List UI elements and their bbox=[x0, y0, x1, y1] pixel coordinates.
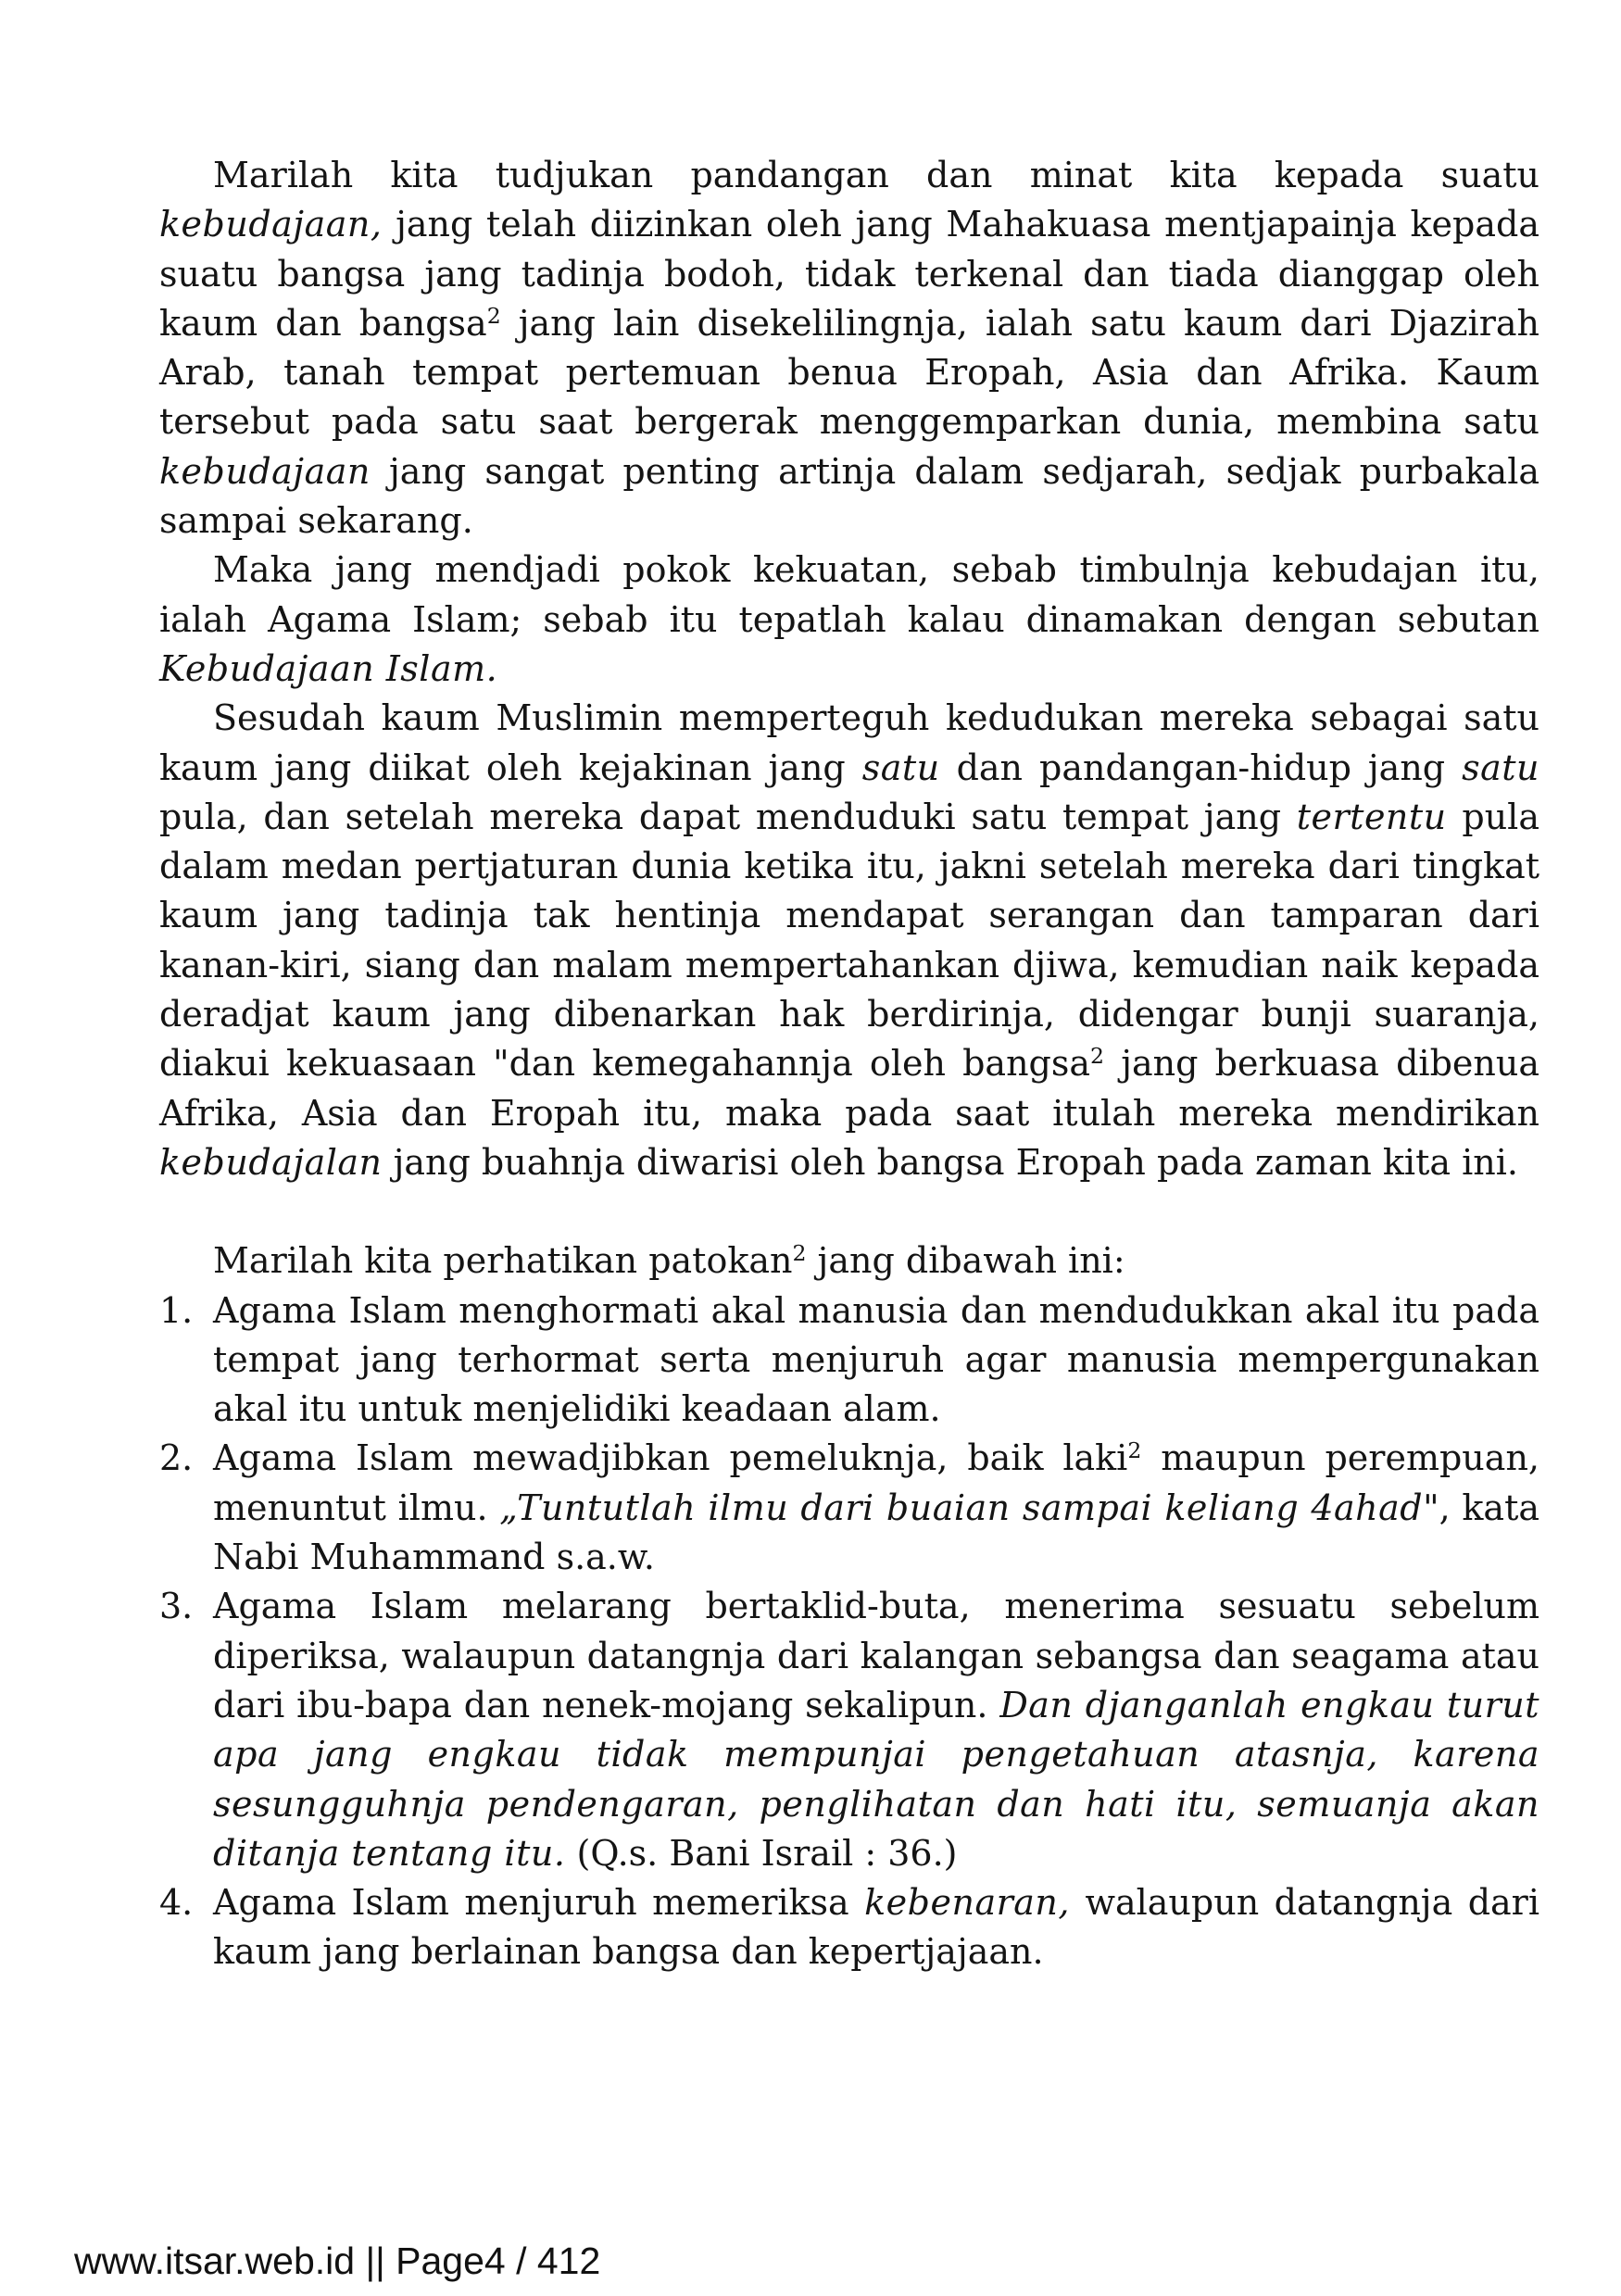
text-run: maupun perempuan, menuntut ilmu. bbox=[213, 1437, 1539, 1528]
italic-term: satu bbox=[861, 747, 940, 788]
paragraph-3 bbox=[159, 694, 1539, 1187]
page-footer: www.itsar.web.id || Page4 / 412 bbox=[74, 2240, 601, 2282]
text-run: jang dibawah ini: bbox=[806, 1240, 1125, 1282]
text-run: jang buahnja diwarisi oleh bangsa Eropah pada zaman kita ini. bbox=[382, 1141, 1518, 1183]
italic-quote: Dan djanganlah engkau turut apa jang engkau tidak mempunjai pengetahuan atasnja, karena sesungguhnja pendengaran, penglihatan dan hati itu, semuanja akan ditanja tentang itu. bbox=[213, 1684, 1539, 1874]
italic-term: kebudajalan bbox=[159, 1141, 383, 1183]
list-item bbox=[159, 1286, 1539, 1435]
text-run: dan pandangan-hidup jang bbox=[939, 747, 1463, 788]
text-run: Marilah kita tudjukan pandangan dan minat kita kepada suatu bbox=[213, 155, 1539, 195]
list-number: 4. bbox=[159, 1882, 194, 1924]
body-text bbox=[159, 151, 1539, 1977]
italic-term: kebenaran, bbox=[864, 1882, 1070, 1924]
text-run: Agama Islam menghormati akal manusia dan mendudukkan akal itu pada tempat jang terhormat serta menjuruh agar manusia mempergunakan akal itu untuk menjelidiki keadaan alam. bbox=[213, 1289, 1539, 1430]
superscript: 2 bbox=[486, 302, 501, 329]
principles-list bbox=[159, 1286, 1539, 1977]
paragraph-2 bbox=[159, 546, 1539, 694]
italic-term: kebudajaan bbox=[159, 450, 371, 492]
text-run: pula dalam medan pertjaturan dunia ketika itu, jakni setelah mereka dari tingkat kaum jang tadinja tak hentinja mendapat serangan dan tamparan dari kanan-kiri, siang dan malam mempertahankan djiwa, kemudian naik kepada deradjat kaum jang dibenarkan hak berdirinja, didengar bunji suaranja, diakui kekuasaan "dan kemegahannja oleh bangsa bbox=[159, 796, 1539, 1085]
text-run: Agama Islam menjuruh memeriksa bbox=[213, 1882, 865, 1924]
italic-term: Kebudajaan Islam. bbox=[159, 647, 498, 689]
text-run: walaupun datangnja dari kaum jang berlainan bangsa dan kepertjajaan. bbox=[213, 1882, 1539, 1973]
italic-quote: „Tuntutlah ilmu dari buaian sampai keliang 4ahad bbox=[499, 1487, 1424, 1528]
text-run: Maka jang mendjadi pokok kekuatan, sebab timbulnja kebudajan itu, ialah Agama Islam; sebab itu tepatlah kalau dinamakan dengan sebutan bbox=[159, 549, 1539, 640]
list-intro bbox=[159, 1236, 1539, 1286]
text-run: jang lain disekelilingnja, ialah satu kaum dari Djazirah Arab, tanah tempat pertemuan benua Eropah, Asia dan Afrika. Kaum tersebut pada satu saat bergerak menggemparkan dunia, membina satu bbox=[159, 302, 1539, 443]
text-run: Marilah kita perhatikan patokan bbox=[213, 1240, 793, 1282]
text-run: jang berkuasa dibenua Afrika, Asia dan Eropah itu, maka pada saat itulah mereka mendirikan bbox=[159, 1043, 1539, 1134]
text-run: pula, dan setelah mereka dapat menduduki satu tempat jang bbox=[159, 796, 1297, 837]
paragraph-1 bbox=[159, 151, 1539, 546]
text-run: jang telah diizinkan oleh jang Mahakuasa mentjapainja kepada suatu bangsa jang tadinja bodoh, tidak terkenal dan tiada dianggap oleh kaum dan bangsa bbox=[159, 204, 1539, 344]
text-run: Sesudah kaum Muslimin memperteguh kedudukan mereka sebagai satu kaum jang diikat oleh kejakinan jang bbox=[159, 697, 1539, 788]
italic-term: tertentu bbox=[1296, 796, 1447, 837]
list-number: 2. bbox=[159, 1437, 194, 1479]
superscript: 2 bbox=[792, 1240, 807, 1267]
superscript: 2 bbox=[1090, 1043, 1105, 1070]
list-item bbox=[159, 1434, 1539, 1582]
italic-term: satu bbox=[1462, 747, 1539, 788]
text-run: ", kata Nabi Muhammand s.a.w. bbox=[213, 1487, 1539, 1578]
text-run: (Q.s. Bani Israil : 36.) bbox=[565, 1832, 958, 1874]
superscript: 2 bbox=[1127, 1437, 1142, 1464]
list-item bbox=[159, 1582, 1539, 1878]
italic-term: kebudajaan, bbox=[159, 204, 383, 245]
list-number: 3. bbox=[159, 1586, 194, 1627]
text-run: jang sangat penting artinja dalam sedjarah, sedjak purbakala sampai sekarang. bbox=[159, 450, 1539, 542]
text-run: Agama Islam mewadjibkan pemeluknja, baik laki bbox=[213, 1437, 1128, 1479]
text-run: Agama Islam melarang bertaklid-buta, menerima sesuatu sebelum diperiksa, walaupun datangnja dari kalangan sebangsa dan seagama atau dari ibu-bapa dan nenek-mojang sekalipun. bbox=[213, 1586, 1539, 1725]
list-item bbox=[159, 1878, 1539, 1977]
list-number: 1. bbox=[159, 1289, 194, 1331]
